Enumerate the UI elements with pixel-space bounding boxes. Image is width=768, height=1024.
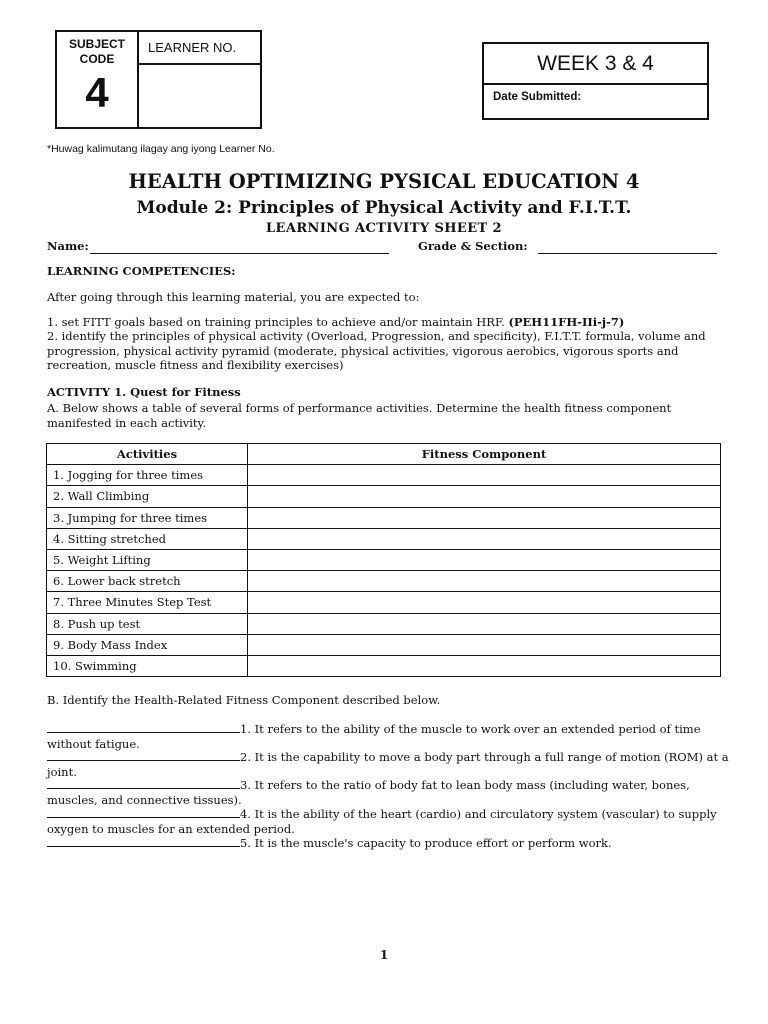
table-header-row (47, 444, 721, 465)
learner-note: *Huwag kalimutang ilagay ang iyong Learner No. (47, 143, 275, 155)
learner-no-label: LEARNER NO. (139, 32, 260, 65)
question-text: 5. It is the muscle's capacity to produce effort or perform work. (240, 836, 612, 850)
question-text: 1. It refers to the ability of the muscle to work over an extended period of time without fatigue. (47, 722, 701, 751)
question-text: 3. It refers to the ratio of body fat to lean body mass (including water, bones, muscles, and connective tissues). (47, 778, 690, 807)
table-row (47, 655, 721, 676)
question-item (47, 836, 737, 851)
activity-title: ACTIVITY 1. Quest for Fitness (47, 385, 241, 399)
fitness-component-answer[interactable] (248, 486, 721, 507)
activity-cell: 2. Wall Climbing (47, 486, 248, 507)
question-item (47, 778, 737, 807)
subject-code-box (55, 30, 262, 129)
question-item (47, 807, 737, 836)
subject-cell (57, 32, 139, 127)
activity-cell: 7. Three Minutes Step Test (47, 592, 248, 613)
name-field[interactable] (90, 253, 389, 254)
question-item (47, 750, 737, 779)
competency-item-1-text: 1. set FITT goals based on training principles to achieve and/or maintain HRF. (47, 315, 505, 329)
subject-number: 4 (85, 69, 109, 116)
date-submitted-label: Date Submitted: (493, 91, 582, 103)
fitness-component-answer[interactable] (248, 549, 721, 570)
activity-cell: 10. Swimming (47, 655, 248, 676)
activity-cell: 5. Weight Lifting (47, 549, 248, 570)
page-title: HEALTH OPTIMIZING PYSICAL EDUCATION 4 (128, 170, 640, 193)
column-header-activities: Activities (47, 444, 248, 465)
table-row (47, 549, 721, 570)
learner-no-field[interactable] (139, 65, 260, 127)
fitness-component-answer[interactable] (248, 465, 721, 486)
page-number: 1 (379, 948, 389, 962)
activity-cell: 1. Jogging for three times (47, 465, 248, 486)
column-header-fitness-component: Fitness Component (248, 444, 721, 465)
fitness-component-answer[interactable] (248, 634, 721, 655)
fitness-component-answer[interactable] (248, 613, 721, 634)
question-item (47, 722, 737, 751)
table-row (47, 528, 721, 549)
fitness-component-answer[interactable] (248, 528, 721, 549)
answer-blank[interactable] (47, 750, 240, 761)
answer-blank[interactable] (47, 836, 240, 847)
activity-cell: 9. Body Mass Index (47, 634, 248, 655)
activity-table (46, 443, 721, 677)
sheet-title: LEARNING ACTIVITY SHEET 2 (266, 221, 502, 236)
fitness-component-answer[interactable] (248, 592, 721, 613)
fitness-component-answer[interactable] (248, 571, 721, 592)
part-b-instruction: B. Identify the Health-Related Fitness Component described below. (47, 693, 441, 707)
subject-code-label: SUBJECT CODE (68, 37, 125, 66)
fitness-component-answer[interactable] (248, 655, 721, 676)
activity-cell: 6. Lower back stretch (47, 571, 248, 592)
competency-item-2: 2. identify the principles of physical activity (Overload, Progression, and specificity), F.I.T.T. formula, volume and progression, physical activity pyramid (moderate, physical activities, vigorous aerobics, vigorous sports and recreation, muscle fitness and flexibility exercises) (47, 329, 706, 372)
activity-instruction: A. Below shows a table of several forms of performance activities. Determine the health fitness component manifested in each activity. (47, 401, 672, 430)
week-box (482, 42, 709, 120)
grade-section-field[interactable] (538, 253, 717, 254)
question-text: 2. It is the capability to move a body part through a full range of motion (ROM) at a joint. (47, 750, 729, 779)
question-text: 4. It is the ability of the heart (cardio) and circulatory system (vascular) to supply oxygen to muscles for an extended period. (47, 807, 717, 836)
week-title: WEEK 3 & 4 (484, 44, 707, 85)
table-row (47, 465, 721, 486)
competencies-title: LEARNING COMPETENCIES: (47, 264, 236, 278)
activity-cell: 8. Push up test (47, 613, 248, 634)
answer-blank[interactable] (47, 778, 240, 789)
name-label: Name: (47, 239, 89, 253)
table-row (47, 592, 721, 613)
fitness-component-answer[interactable] (248, 507, 721, 528)
grade-section-label: Grade & Section: (418, 239, 528, 253)
competency-code: (PEH11FH-IIi-j-7) (508, 315, 625, 329)
table-row (47, 486, 721, 507)
table-row (47, 507, 721, 528)
activity-cell: 4. Sitting stretched (47, 528, 248, 549)
competency-item-1 (47, 315, 624, 329)
answer-blank[interactable] (47, 807, 240, 818)
table-row (47, 613, 721, 634)
table-row (47, 634, 721, 655)
table-row (47, 571, 721, 592)
activity-cell: 3. Jumping for three times (47, 507, 248, 528)
answer-blank[interactable] (47, 722, 240, 733)
module-title: Module 2: Principles of Physical Activity and F.I.T.T. (136, 198, 632, 218)
competencies-intro: After going through this learning material, you are expected to: (47, 290, 420, 304)
